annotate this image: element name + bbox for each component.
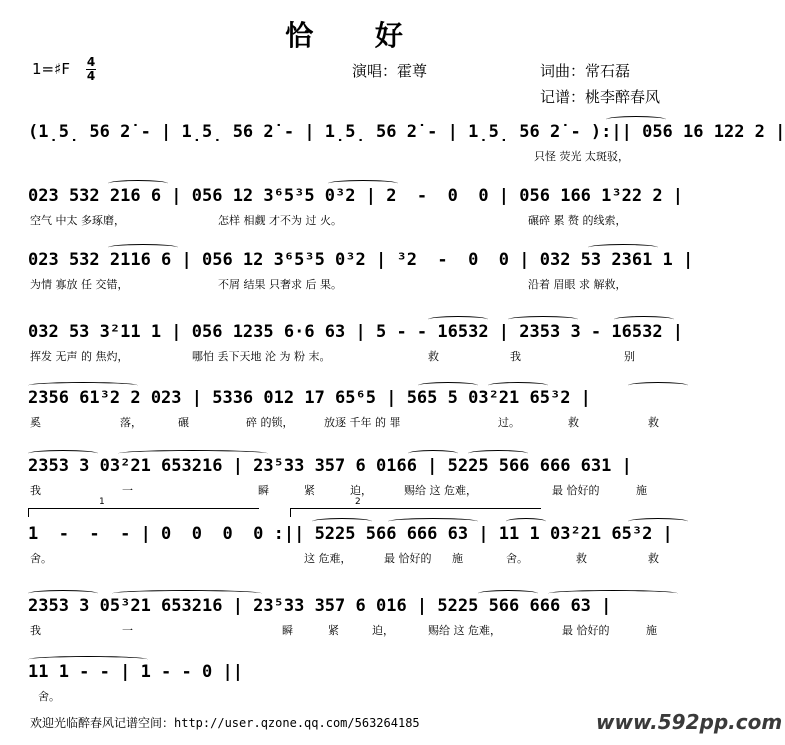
lyric: 救	[428, 350, 439, 363]
lyric: 救	[568, 416, 579, 429]
lyric: 这 危难，	[304, 552, 352, 565]
lyric: 别	[624, 350, 635, 363]
key-signature: 1=♯F	[32, 60, 70, 78]
staff-row	[28, 586, 688, 648]
time-signature-top: 4	[86, 55, 96, 69]
staff-row	[28, 176, 688, 238]
lyric: 赐给 这 危难，	[404, 484, 477, 497]
staff-row	[28, 112, 785, 174]
notation-line: 2353 3 05³21 653216 | 23⁵33 357 6 016 | 5225 566 666 63 |	[28, 596, 612, 616]
lyric: 不屑 结果 只奢求 后 果。	[218, 278, 342, 291]
lyric: 最 恰好的	[562, 624, 610, 637]
lyric: 我	[30, 624, 41, 637]
notation-line: 11 1 - - | 1 - - 0 ||	[28, 662, 243, 682]
lyric: 紧	[328, 624, 339, 637]
lyric-line	[28, 276, 688, 296]
lyric: 赐给 这 危难，	[428, 624, 501, 637]
lyric: 救	[576, 552, 587, 565]
lyric: 最 恰好的	[552, 484, 600, 497]
footer-link-text: 欢迎光临醉春风记谱空间：http://user.qzone.qq.com/563264185	[30, 716, 420, 730]
volta-first-ending	[28, 497, 259, 517]
lyric: 奚	[30, 416, 41, 429]
lyric: 迫，	[372, 624, 394, 637]
lyric: 舍。	[38, 690, 60, 703]
lyric: 最 恰好的	[384, 552, 432, 565]
notation-line: 2353 3 03²21 653216 | 23⁵33 357 6 0166 | 5225 566 666 631 |	[28, 456, 632, 476]
time-signature	[86, 57, 96, 82]
lyric: 我	[510, 350, 521, 363]
lyric: 落，	[120, 416, 142, 429]
lyric: 迫，	[350, 484, 372, 497]
lyric: 紧	[304, 484, 315, 497]
volta-number: 1	[99, 497, 105, 507]
staff-row	[28, 497, 688, 576]
lyric: 施	[452, 552, 463, 565]
lyric-line	[28, 348, 688, 368]
lyric: 舍。	[30, 552, 52, 565]
lyric-line	[28, 148, 688, 168]
lyric-line	[28, 550, 688, 570]
lyric: 碾	[178, 416, 189, 429]
time-signature-bottom: 4	[86, 69, 96, 83]
lyric-line	[28, 212, 688, 232]
notation-line: (1̣5̣ 56 2̇ - | 1̣5̣ 56 2̇ - | 1̣5̣ 56 2̇ - | 1̣5̣ 56 2̇ - ):|| 056 16 122 2 |	[28, 122, 785, 142]
lyric: 救	[648, 416, 659, 429]
lyric: 舍。	[506, 552, 528, 565]
lyric: 碎 的锁，	[246, 416, 294, 429]
staff-row	[28, 652, 688, 714]
lyric-line	[28, 622, 688, 642]
notation-line: 032 53 3²11 1 | 056 1235 6·6 63 | 5 - - 16532 | 2353 3 - 16532 |	[28, 322, 684, 342]
song-title: 恰 好	[285, 19, 429, 52]
lyric: 怎样 相觑 才不为 过 火。	[218, 214, 342, 227]
lyric: 沿着 眉眼 求 解救，	[528, 278, 627, 291]
lyric: 瞬	[258, 484, 269, 497]
volta-second-ending	[290, 497, 541, 517]
singer-credit: 演唱：霍尊	[352, 62, 428, 80]
staff-row	[28, 378, 688, 440]
staff-row	[28, 312, 688, 374]
lyric: 挥发 无声 的 焦灼，	[30, 350, 129, 363]
lyric-line	[28, 688, 688, 708]
lyric: 空气 中太 多琢磨，	[30, 214, 125, 227]
notation-line: 023 532 2116 6 | 056 12 3⁶5³5 0³2 | ³2 - 0 0 | 032 53 2361 1 |	[28, 250, 694, 270]
lyric: 施	[636, 484, 647, 497]
notation-line: 2356 61³2 2 023 | 5336 012 17 65⁶5 | 565 5 03²21 65³2 |	[28, 388, 591, 408]
lyric: 碾碎 累 赘 的线索，	[528, 214, 627, 227]
lyric-line	[28, 414, 688, 434]
lyric: 为情 寡放 任 交错，	[30, 278, 129, 291]
notation-line: 1 - - - | 0 0 0 0 :|| 5225 566 666 63 | 11 1 03²21 65³2 |	[28, 524, 673, 544]
volta-number: 2	[355, 497, 361, 507]
notation-line: 023 532 216 6 | 056 12 3⁶5³5 0³2 | 2 - 0 0 | 056 166 1³22 2 |	[28, 186, 684, 206]
lyric: 施	[646, 624, 657, 637]
composer-credit: 词曲：常石磊	[540, 62, 631, 80]
site-logo: www.592pp.com	[596, 710, 783, 734]
lyric: 瞬	[282, 624, 293, 637]
lyric: 我	[30, 484, 41, 497]
lyric: 放逐 千年 的 罪	[324, 416, 401, 429]
staff-row	[28, 240, 694, 302]
lyric: 哪怕 丢下天地 沦 为 粉 末。	[192, 350, 331, 363]
lyric: 救	[648, 552, 659, 565]
transcriber-credit: 记谱：桃李醉春风	[540, 88, 661, 106]
lyric: 一	[122, 484, 133, 497]
lyric: 一	[122, 624, 133, 637]
lyric: 过。	[498, 416, 520, 429]
lyric: 只怪 荧光 太斑驳，	[534, 150, 629, 163]
